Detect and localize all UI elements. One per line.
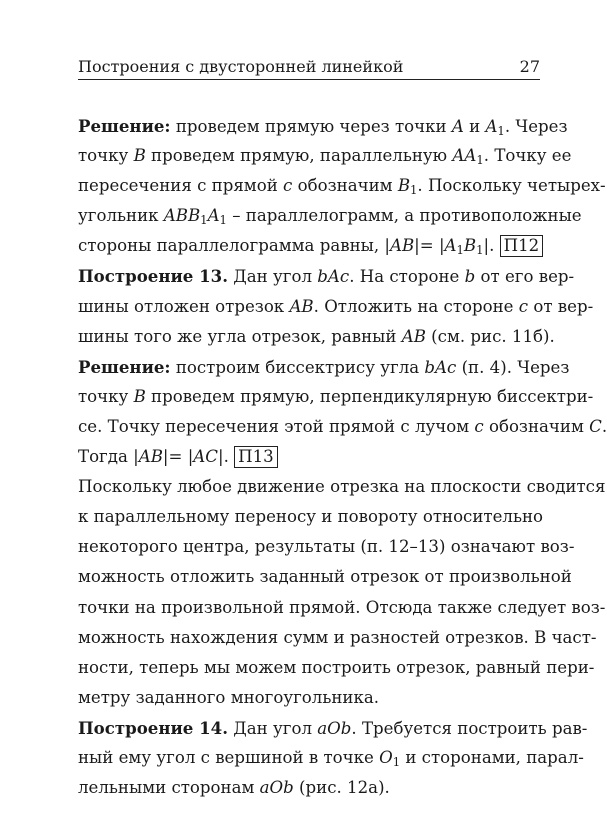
text-line: пересечения с прямой c обозначим $B_1$. Поскольку четырех- [78,176,606,198]
text-line: точку B проведем прямую, параллельную $AA_1$. Точку ее [78,146,572,167]
text-line: шины отложен отрезок AB. Отложить на стороне c от вер- [78,296,594,316]
text-line: Тогда |AB|= |AC|. П13 [78,442,540,472]
text-line: лельными сторонам aOb (рис. 12а). [78,778,390,798]
text-line: точку B проведем прямую, перпендикулярную биссектри- [78,386,594,406]
text-line: угольник $ABB_1A_1$ – параллелограмм, а противоположные [78,206,582,228]
text-line: ный ему угол с вершиной в точке $O_1$ и сторонами, парал- [78,747,584,769]
running-header [78,57,540,80]
text-line: шины того же угла отрезок, равный AB (см. рис. 11б). [78,326,555,346]
text-line: стороны параллелограмма равны, $|AB|= |A_1B_1|$. П12 [78,231,540,261]
text-line: метру заданного многоугольника. [78,687,380,707]
header-title: Построения с двусторонней линейкой [78,57,404,76]
bold-label: Решение: [78,356,171,377]
text-line: к параллельному переносу и повороту относительно [78,507,544,527]
text-line: Решение: построим биссектрису угла bAc (п. 4). Через [78,356,570,377]
text-line: ности, теперь мы можем построить отрезок, равный пери- [78,657,595,677]
text-line: Построение 13. Дан угол bAc. На стороне b от его вер- [78,266,575,287]
text-line: точки на произвольной прямой. Отсюда также следует воз- [78,597,606,617]
text-line: Построение 14. Дан угол aOb. Требуется построить рав- [78,717,588,738]
text-line: можность нахождения сумм и разностей отрезков. В част- [78,627,597,647]
end-marker-p13: П13 [234,446,278,468]
text-line: можность отложить заданный отрезок от произвольной [78,567,572,587]
end-marker-p12: П12 [500,235,544,257]
bold-label: Решение: [78,116,171,136]
bold-label: Построение 14. [78,717,229,738]
text-line: се. Точку пересечения этой прямой с лучом c обозначим C. [78,416,607,436]
page-body [78,111,607,803]
page-number: 27 [519,57,540,76]
text-line: некоторого центра, результаты (п. 12–13) означают воз- [78,537,575,557]
bold-label: Построение 13. [78,266,229,287]
text-line: Поскольку любое движение отрезка на плоскости сводится [78,477,606,497]
text-line: Решение: проведем прямую через точки A и $A_1$. Через [78,116,568,138]
